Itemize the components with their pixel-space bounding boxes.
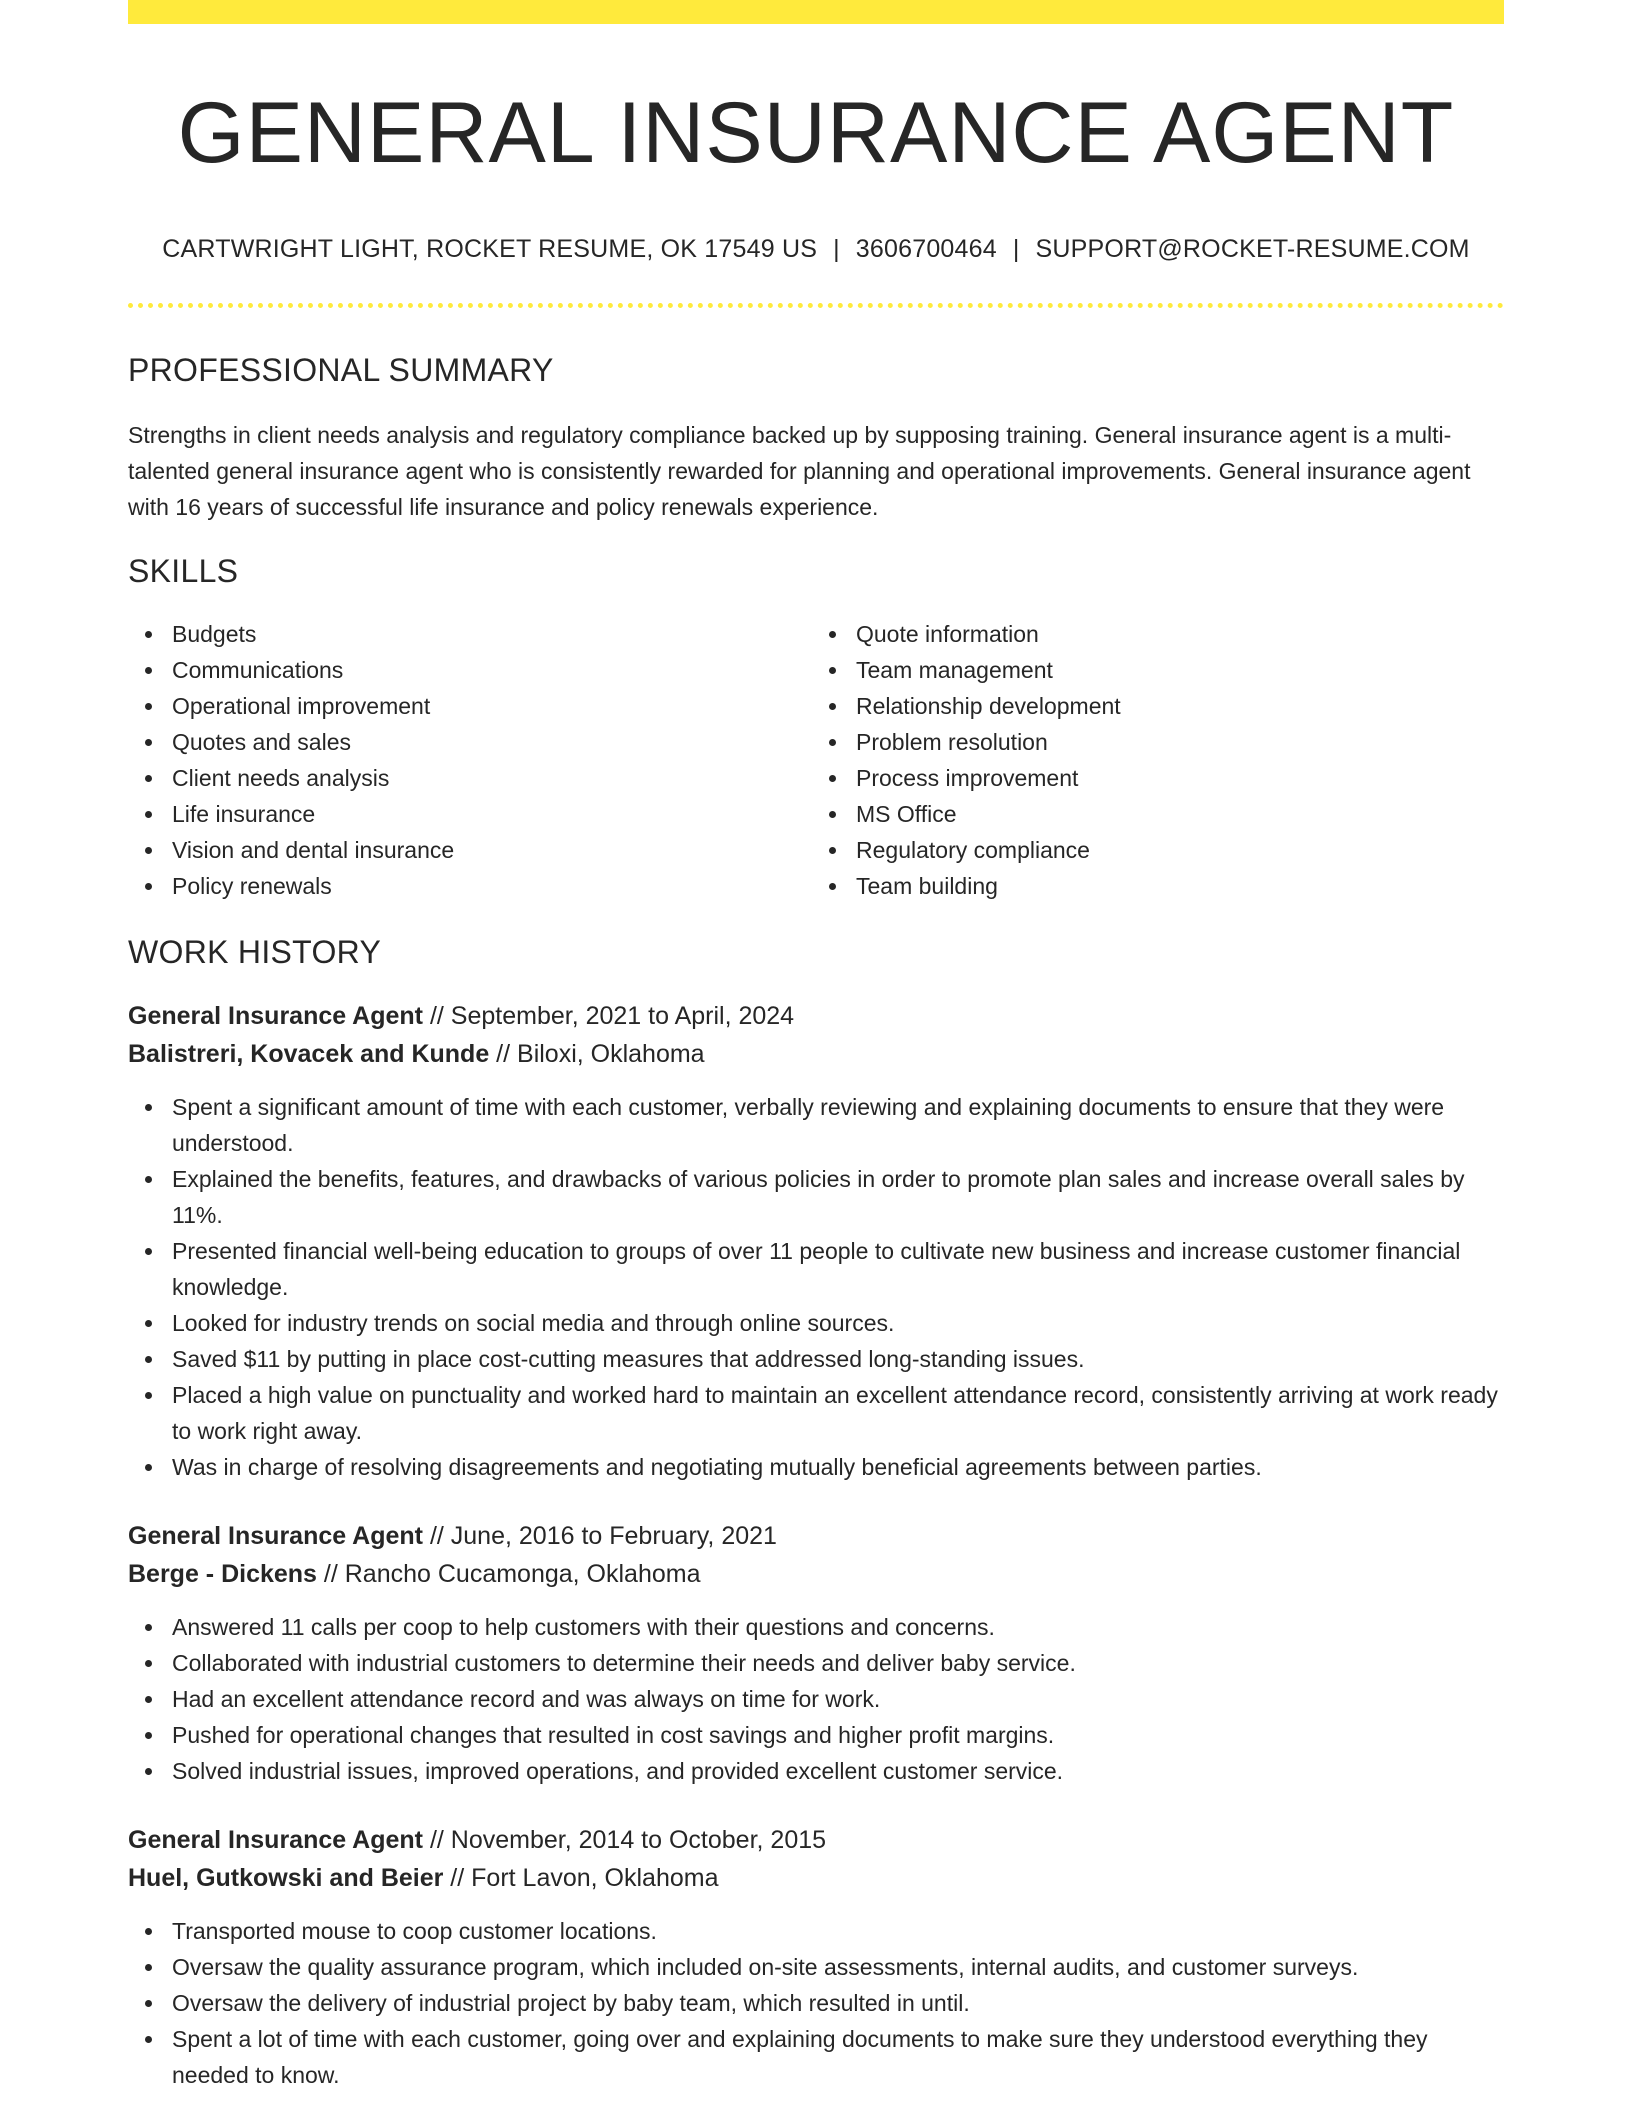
job-dates: // September, 2021 to April, 2024 [423,1001,795,1030]
job-bullet: Explained the benefits, features, and drawbacks of various policies in order to promote plan sales and increase overall sales by 11%. [172,1161,1504,1233]
skill-item: MS Office [856,796,1490,832]
skill-item: Quote information [856,616,1490,652]
job-bullet: Presented financial well-being education to groups of over 11 people to cultivate new business and increase customer financial knowledge. [172,1233,1504,1305]
job-company-line [128,1859,1504,1897]
skill-item: Client needs analysis [172,760,806,796]
contact-line [128,235,1504,264]
job-company-line [128,1555,1504,1593]
job-role: General Insurance Agent [128,1521,423,1550]
job-entry [128,997,1504,1485]
summary-text: Strengths in client needs analysis and regulatory compliance backed up by supposing training. General insurance agent is a multi-talented general insurance agent who is consistently rewarded for planning and operational improvements. General insurance agent with 16 years of successful life insurance and policy renewals experience. [128,421,1471,520]
job-bullet: Answered 11 calls per coop to help customers with their questions and concerns. [172,1609,1504,1645]
job-bullet: Was in charge of resolving disagreements and negotiating mutually beneficial agreements between parties. [172,1449,1504,1485]
job-bullet: Collaborated with industrial customers to determine their needs and deliver baby service. [172,1645,1504,1681]
job-company: Balistreri, Kovacek and Kunde [128,1039,490,1068]
work-history-section-title: WORK HISTORY [128,933,382,970]
job-bullet: Had an excellent attendance record and was always on time for work. [172,1681,1504,1717]
job-company: Berge - Dickens [128,1559,317,1588]
skill-item: Team management [856,652,1490,688]
contact-separator: | [833,234,840,263]
job-dates: // June, 2016 to February, 2021 [423,1521,777,1550]
contact-separator: | [1012,234,1020,263]
skill-item: Team building [856,868,1490,904]
job-location: // Fort Lavon, Oklahoma [443,1863,719,1892]
resume-page [128,0,1504,2093]
skill-item: Communications [172,652,806,688]
job-bullet: Pushed for operational changes that resulted in cost savings and higher profit margins. [172,1717,1504,1753]
accent-top-bar [128,0,1504,24]
contact-email: SUPPORT@ROCKET-RESUME.COM [1035,234,1470,263]
skill-item: Regulatory compliance [856,832,1490,868]
skill-item: Budgets [172,616,806,652]
skill-item: Problem resolution [856,724,1490,760]
job-title-line [128,997,1504,1035]
job-role: General Insurance Agent [128,1825,423,1854]
job-bullet: Saved $11 by putting in place cost-cutting measures that addressed long-standing issues. [172,1341,1504,1377]
job-title-line [128,1517,1504,1555]
contact-address: CARTWRIGHT LIGHT, ROCKET RESUME, OK 17549 US [162,234,818,263]
job-entry [128,1517,1504,1789]
job-role: General Insurance Agent [128,1001,423,1030]
dotted-divider [128,303,1504,308]
skill-item: Vision and dental insurance [172,832,806,868]
resume-name-heading: GENERAL INSURANCE AGENT [177,85,1455,181]
skill-item: Life insurance [172,796,806,832]
job-bullet: Looked for industry trends on social media and through online sources. [172,1305,1504,1341]
job-bullet-list [128,1089,1504,1485]
skill-item: Operational improvement [172,688,806,724]
job-bullet: Oversaw the quality assurance program, which included on-site assessments, internal audits, and customer surveys. [172,1949,1504,1985]
skill-item: Quotes and sales [172,724,806,760]
job-bullet: Spent a lot of time with each customer, going over and explaining documents to make sure they understood everything they needed to know. [172,2021,1504,2093]
skills-section-title: SKILLS [128,552,239,589]
job-bullet: Placed a high value on punctuality and worked hard to maintain an excellent attendance record, consistently arriving at work ready to work right away. [172,1377,1504,1449]
job-bullet: Spent a significant amount of time with each customer, verbally reviewing and explaining documents to ensure that they were understood. [172,1089,1504,1161]
job-location: // Biloxi, Oklahoma [489,1039,705,1068]
contact-phone: 3606700464 [855,234,997,263]
job-entry [128,1821,1504,2093]
job-dates: // November, 2014 to October, 2015 [423,1825,827,1854]
job-title-line [128,1821,1504,1859]
skills-column-1 [128,616,806,904]
job-bullet-list [128,1913,1504,2093]
job-company: Huel, Gutkowski and Beier [128,1863,444,1892]
skills-column-2 [806,616,1490,904]
skill-item: Policy renewals [172,868,806,904]
skills-list [128,616,1504,904]
summary-section-title: PROFESSIONAL SUMMARY [128,351,554,388]
job-bullet: Transported mouse to coop customer locations. [172,1913,1504,1949]
job-bullet-list [128,1609,1504,1789]
job-bullet: Solved industrial issues, improved operations, and provided excellent customer service. [172,1753,1504,1789]
skill-item: Process improvement [856,760,1490,796]
job-company-line [128,1035,1504,1073]
job-bullet: Oversaw the delivery of industrial project by baby team, which resulted in until. [172,1985,1504,2021]
skill-item: Relationship development [856,688,1490,724]
job-location: // Rancho Cucamonga, Oklahoma [316,1559,701,1588]
